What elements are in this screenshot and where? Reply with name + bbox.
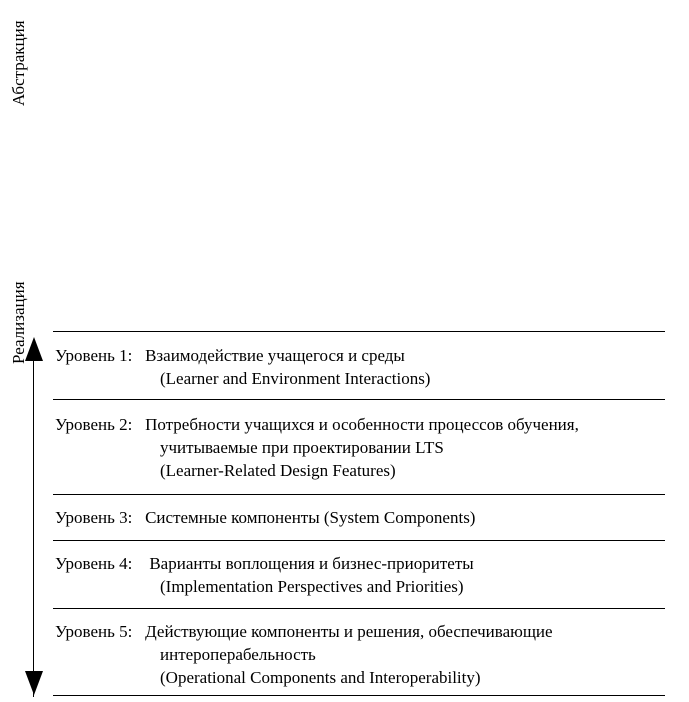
level-title-ru: Потребности учащихся и особенности процессов обучения, xyxy=(145,415,579,434)
level-title-en: (Learner-Related Design Features) xyxy=(160,461,396,480)
level-title-ru: Варианты воплощения и бизнес-приоритеты xyxy=(149,554,474,573)
divider-line xyxy=(53,695,665,696)
level-label: Уровень 4: xyxy=(55,554,133,573)
axis-label-abstraction: Абстракция xyxy=(9,20,28,106)
level-3 xyxy=(55,506,475,529)
level-title-ru-cont: учитываемые при проектировании LTS xyxy=(160,438,444,457)
level-4 xyxy=(55,552,474,598)
divider-line xyxy=(53,494,665,495)
arrow-up-icon xyxy=(25,337,43,361)
level-title-en: (Operational Components and Interoperability) xyxy=(160,668,481,687)
level-title: Системные компоненты (System Components) xyxy=(145,508,476,527)
level-label: Уровень 1: xyxy=(55,346,133,365)
divider-line xyxy=(53,540,665,541)
level-5 xyxy=(55,620,553,689)
divider-line xyxy=(53,608,665,609)
level-label: Уровень 2: xyxy=(55,415,133,434)
level-label: Уровень 3: xyxy=(55,508,133,527)
level-1 xyxy=(55,344,430,390)
divider-line xyxy=(53,331,665,332)
level-label: Уровень 5: xyxy=(55,622,133,641)
level-2 xyxy=(55,413,579,482)
level-title-ru: Взаимодействие учащегося и среды xyxy=(145,346,405,365)
abstraction-axis-line xyxy=(33,340,34,697)
level-title-ru-cont: интероперабельность xyxy=(160,645,316,664)
divider-line xyxy=(53,399,665,400)
arrow-down-icon xyxy=(25,671,43,695)
level-title-en: (Implementation Perspectives and Priorities) xyxy=(160,577,464,596)
level-title-en: (Learner and Environment Interactions) xyxy=(160,369,431,388)
level-title-ru: Действующие компоненты и решения, обеспечивающие xyxy=(145,622,553,641)
axis-label-realization: Реализация xyxy=(9,281,28,364)
